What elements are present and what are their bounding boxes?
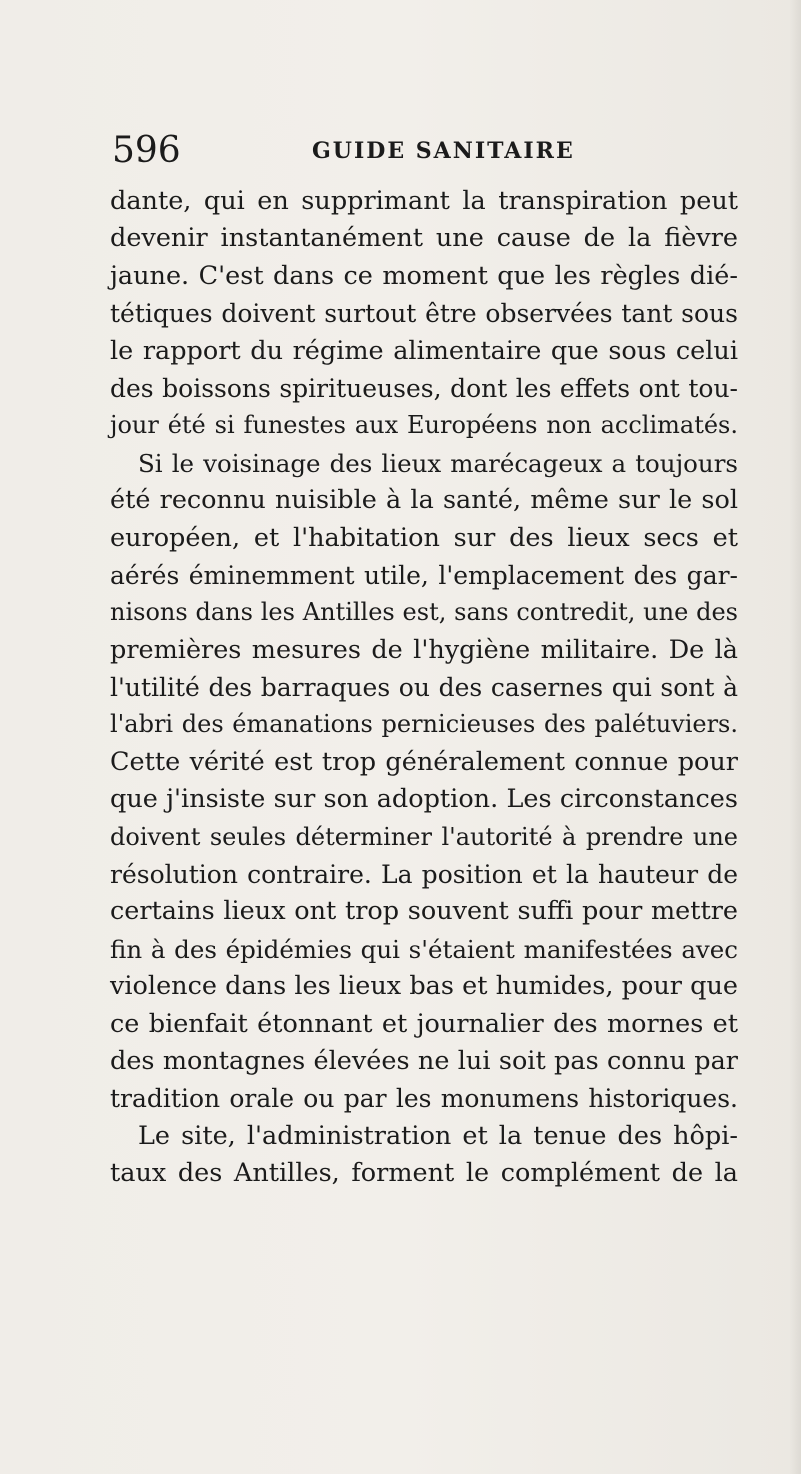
text-line: l'abri des émanations pernicieuses des palétuviers.: [110, 710, 738, 739]
text-line: doivent seules déterminer l'autorité à prendre une: [110, 822, 738, 851]
text-line: violence dans les lieux bas et humides, pour que: [110, 971, 738, 1002]
text-line: nisons dans les Antilles est, sans contredit, une des: [110, 598, 738, 627]
text-line: tradition orale ou par les monumens historiques.: [110, 1084, 738, 1114]
text-line: aérés éminemment utile, l'emplacement des gar-: [110, 560, 738, 590]
text-line: Le site, l'administration et la tenue des hôpi-: [138, 1120, 738, 1151]
page-header: [112, 126, 752, 176]
text-line: résolution contraire. La position et la hauteur de: [110, 860, 738, 890]
text-line: taux des Antilles, forment le complément de la: [110, 1158, 738, 1189]
text-line: certains lieux ont trop souvent suffi pour mettre: [110, 896, 738, 927]
text-line: Cette vérité est trop généralement connue pour: [110, 746, 738, 777]
page-number: 596: [112, 130, 181, 171]
page-edge-shadow: [789, 0, 801, 1474]
text-line: jour été si funestes aux Européens non acclimatés.: [110, 411, 738, 440]
text-line: des montagnes élevées ne lui soit pas connu par: [110, 1045, 738, 1076]
text-line: le rapport du régime alimentaire que sous celui: [110, 335, 738, 366]
text-line: jaune. C'est dans ce moment que les règles dié-: [110, 260, 738, 291]
text-line: dante, qui en supprimant la transpiration peut: [110, 186, 738, 216]
text-line: été reconnu nuisible à la santé, même sur le sol: [110, 485, 738, 516]
text-line: Si le voisinage des lieux marécageux a toujours: [138, 448, 738, 478]
text-line: des boissons spiritueuses, dont les effets ont tou-: [110, 373, 738, 403]
text-line: fin à des épidémies qui s'étaient manifestées avec: [110, 934, 738, 964]
text-line: premières mesures de l'hygiène militaire. De là: [110, 634, 738, 665]
text-line: devenir instantanément une cause de la fièvre: [110, 223, 738, 254]
text-line: ce bienfait étonnant et journalier des mornes et: [110, 1008, 738, 1039]
text-line: l'utilité des barraques ou des casernes qui sont à: [110, 673, 738, 703]
text-line: tétiques doivent surtout être observées tant sous: [110, 299, 738, 329]
body-text: [110, 183, 738, 1193]
running-head: GUIDE SANITAIRE: [312, 138, 575, 164]
text-line: européen, et l'habitation sur des lieux secs et: [110, 522, 738, 553]
text-line: que j'insiste sur son adoption. Les circonstances: [110, 784, 738, 815]
